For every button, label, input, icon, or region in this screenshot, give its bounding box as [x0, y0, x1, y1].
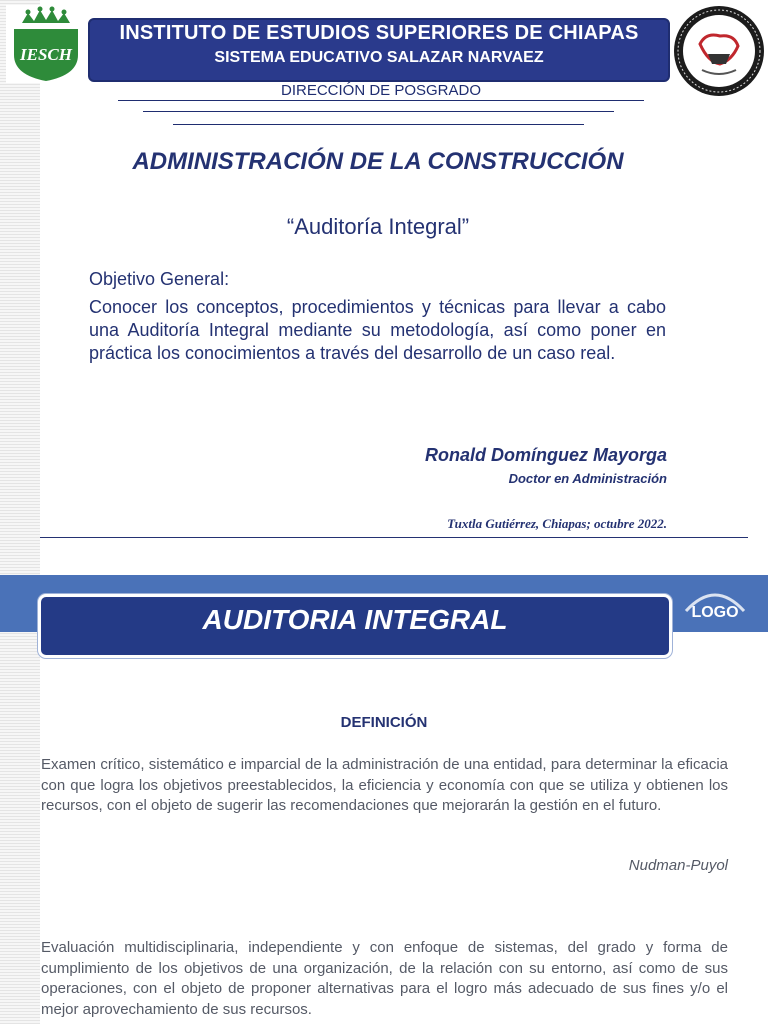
left-hatched-strip: [0, 0, 40, 1024]
slide2-title: AUDITORIA INTEGRAL: [202, 604, 508, 635]
slide1-bottom-rule: [40, 537, 748, 538]
objective-text: Conocer los conceptos, procedimientos y técnicas para llevar a cabo una Auditoría Integral mediante su metodología, así como poner en práctica los conocimientos a través del desarrollo de un caso real.: [89, 297, 666, 363]
author-title: Doctor en Administración: [508, 471, 667, 486]
divider-line: [143, 111, 614, 112]
course-heading: ADMINISTRACIÓN DE LA CONSTRUCCIÓN: [132, 148, 624, 175]
posgrado-seal-logo: [672, 4, 766, 98]
institution-name: INSTITUTO DE ESTUDIOS SUPERIORES DE CHIAPAS: [119, 22, 639, 44]
logo-badge: [680, 585, 750, 629]
divider-line: [173, 124, 584, 125]
logo-left-text: IESCH: [20, 45, 72, 64]
course-subtitle: “Auditoría Integral”: [286, 214, 470, 239]
divider-line: [118, 100, 644, 101]
logo-badge-text: LOGO: [691, 604, 739, 621]
citation-1: Nudman-Puyol: [628, 857, 728, 874]
author-name: Ronald Domínguez Mayorga: [424, 445, 667, 465]
system-name: SISTEMA EDUCATIVO SALAZAR NARVAEZ: [214, 49, 544, 66]
iesch-logo: [6, 5, 86, 83]
objective-label: Objetivo General:: [89, 269, 230, 289]
place-date: Tuxtla Gutiérrez, Chiapas; octubre 2022.: [447, 516, 667, 531]
definition-paragraph-1: Examen crítico, sistemático e imparcial de la administración de una entidad, para determinar la eficacia con que logra los objetivos preestablecidos, la eficiencia y economía con que se utiliza y obtienen los recursos, con el objeto de sugerir las recomendaciones que mejorarán la gestión en el futuro.: [41, 756, 728, 814]
definition-heading: DEFINICIÓN: [340, 714, 428, 731]
definition-paragraph-2: Evaluación multidisciplinaria, independiente y con enfoque de sistemas, del grado y forma de cumplimiento de los objetivos de una organización, de la relación con su entorno, así como de sus operaciones, con el objeto de proponer alternativas para el logro más adecuado de sus fines y/o el mejor aprovechamiento de sus recursos.: [41, 939, 728, 1018]
department-label: DIRECCIÓN DE POSGRADO: [280, 82, 482, 99]
